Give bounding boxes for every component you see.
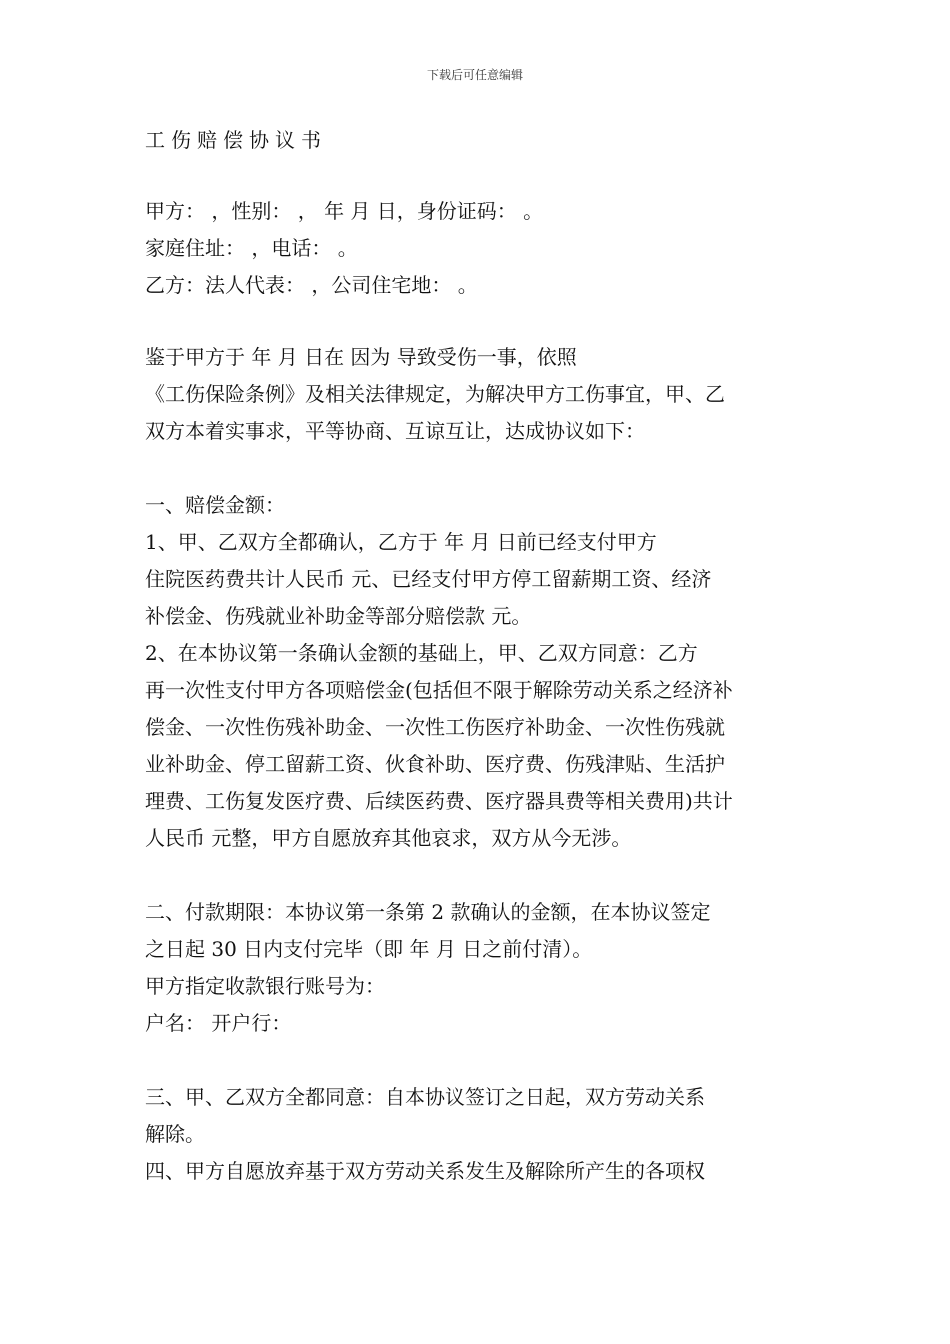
clause-1-2-line-4: 业补助金、停工留薪工资、伙食补助、医疗费、伤残津贴、生活护: [145, 752, 725, 776]
bank-account-label: 甲方指定收款银行账号为：: [145, 974, 385, 998]
page-header: 下载后可任意编辑: [426, 68, 523, 82]
section-2-line-1: 二、付款期限：本协议第一条第 2 款确认的金额，在本协议签定: [145, 900, 711, 924]
clause-1-1-line-2: 住院医药费共计人民币 元、已经支付甲方停工留薪期工资、经济: [145, 567, 712, 591]
preamble-line-2: 《工伤保险条例》及相关法律规定，为解决甲方工伤事宜，甲、乙: [145, 382, 725, 406]
section-1-heading: 一、赔偿金额：: [145, 493, 285, 517]
preamble-line-1: 鉴于甲方于 年 月 日在 因为 导致受伤一事，依照: [145, 345, 577, 369]
party-a-address: 家庭住址： ，电话： 。: [145, 236, 358, 260]
preamble-line-3: 双方本着实事求，平等协商、互谅互让，达成协议如下：: [145, 419, 645, 443]
document-title: 工伤赔偿协议书: [145, 128, 327, 152]
section-4-line-1: 四、甲方自愿放弃基于双方劳动关系发生及解除所产生的各项权: [145, 1159, 705, 1183]
section-3-line-1: 三、甲、乙双方全都同意：自本协议签订之日起，双方劳动关系: [145, 1085, 705, 1109]
account-name-bank: 户名： 开户行：: [145, 1011, 292, 1035]
section-3-line-2: 解除。: [145, 1122, 205, 1146]
clause-1-1-line-3: 补偿金、伤残就业补助金等部分赔偿款 元。: [145, 604, 532, 628]
clause-1-2-line-1: 2、在本协议第一条确认金额的基础上，甲、乙双方同意：乙方: [145, 641, 698, 665]
clause-1-2-line-6: 人民币 元整，甲方自愿放弃其他哀求，双方从今无涉。: [145, 826, 632, 850]
clause-1-2-line-3: 偿金、一次性伤残补助金、一次性工伤医疗补助金、一次性伤残就: [145, 715, 725, 739]
party-a-info: 甲方： ，性别： ， 年 月 日，身份证码： 。: [145, 199, 544, 223]
clause-1-2-line-5: 理费、工伤复发医疗费、后续医药费、医疗器具费等相关费用)共计: [145, 789, 733, 813]
clause-1-2-line-2: 再一次性支付甲方各项赔偿金(包括但不限于解除劳动关系之经济补: [145, 678, 733, 702]
clause-1-1-line-1: 1、甲、乙双方全都确认，乙方于 年 月 日前已经支付甲方: [145, 530, 657, 554]
section-2-line-2: 之日起 30 日内支付完毕（即 年 月 日之前付清）。: [145, 937, 593, 961]
party-b-info: 乙方：法人代表： ，公司住宅地： 。: [145, 273, 478, 297]
